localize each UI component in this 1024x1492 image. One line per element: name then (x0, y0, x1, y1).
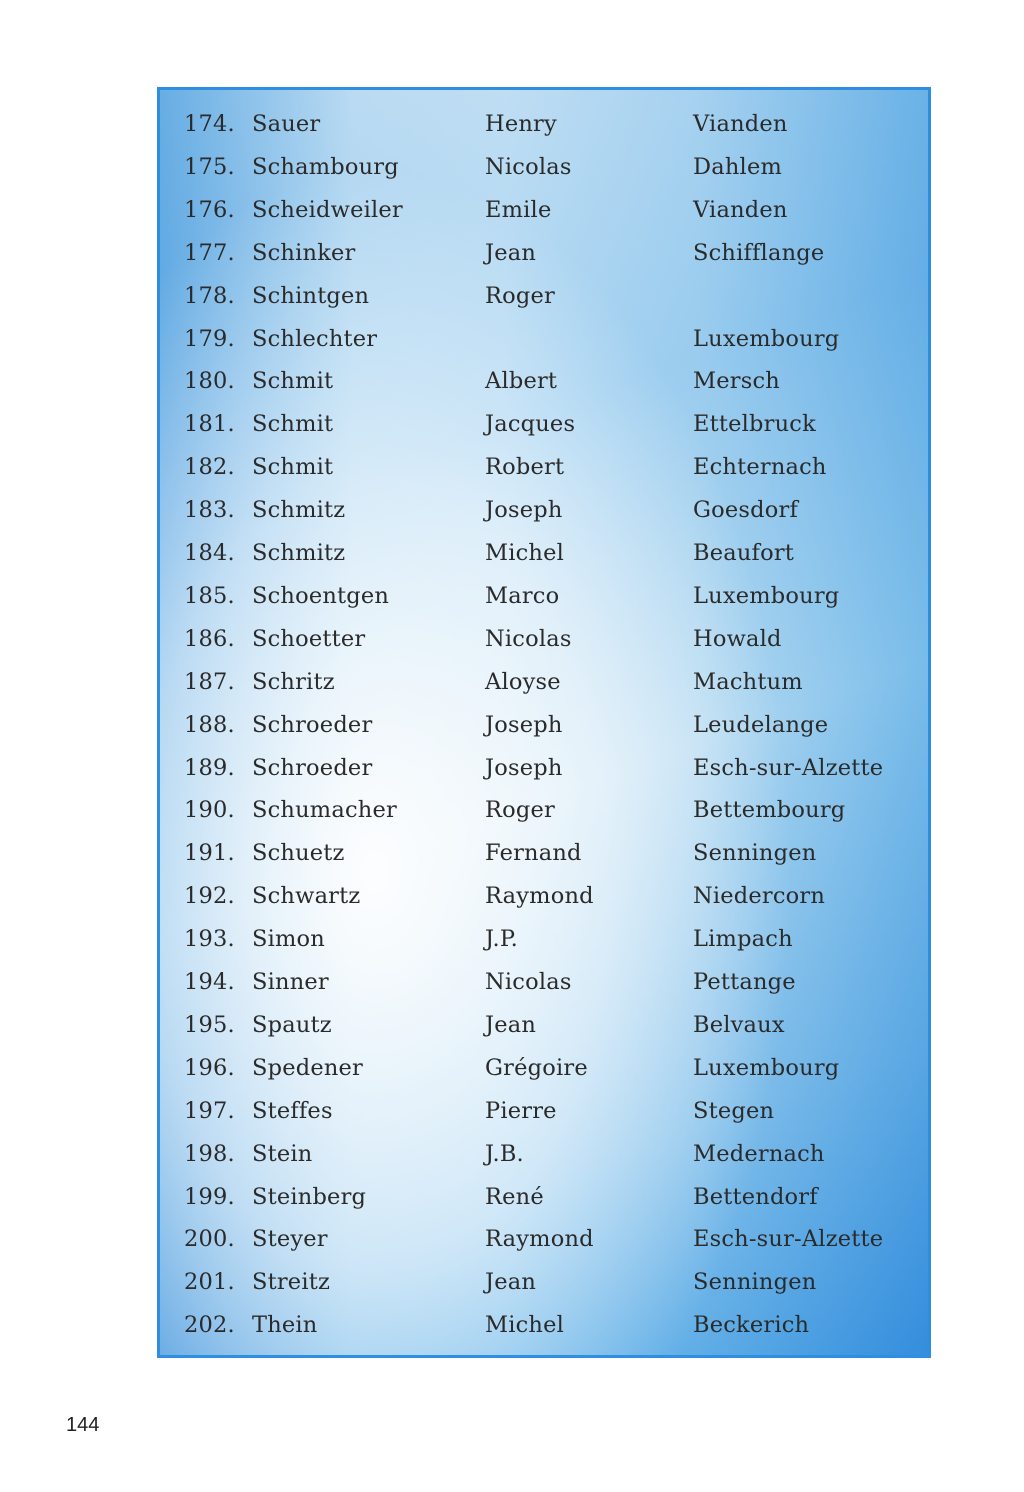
list-row (160, 489, 928, 532)
entry-number: 201. (184, 1269, 235, 1296)
list-row (160, 1047, 928, 1090)
last-name: Schoetter (252, 625, 366, 652)
last-name: Schmit (252, 454, 334, 481)
last-name: Schritz (252, 668, 335, 695)
entry-number: 179. (184, 325, 235, 352)
list-row (160, 146, 928, 189)
entry-number: 190. (184, 797, 235, 824)
entry-number: 183. (184, 497, 235, 524)
town-name: Machtum (693, 668, 803, 695)
list-row (160, 618, 928, 661)
entry-number: 202. (184, 1312, 235, 1339)
entry-number: 174. (184, 111, 235, 137)
first-name: Aloyse (485, 668, 561, 695)
list-row (160, 446, 928, 489)
first-name: Raymond (485, 883, 594, 910)
first-name: Emile (485, 196, 552, 223)
last-name: Schumacher (252, 797, 397, 824)
list-row (160, 832, 928, 875)
last-name: Scheidweiler (252, 196, 403, 223)
last-name: Schintgen (252, 282, 370, 309)
last-name: Steyer (252, 1226, 328, 1253)
town-name: Beaufort (693, 540, 795, 566)
town-name: Bettendorf (693, 1183, 818, 1210)
list-row (160, 918, 928, 961)
entry-number: 197. (184, 1097, 235, 1124)
entry-number: 198. (184, 1140, 235, 1167)
town-name: Dahlem (693, 153, 782, 180)
list-row (160, 1090, 928, 1133)
town-name: Medernach (693, 1140, 825, 1167)
last-name: Steinberg (252, 1183, 367, 1210)
list-row (160, 532, 928, 575)
town-name: Vianden (693, 111, 788, 137)
town-name: Vianden (693, 196, 788, 223)
last-name: Schuetz (252, 840, 345, 867)
last-name: Schlechter (252, 325, 378, 352)
first-name: J.B. (485, 1140, 524, 1167)
entry-number: 191. (184, 840, 235, 867)
entry-number: 178. (184, 282, 235, 309)
first-name: Joseph (485, 711, 563, 738)
first-name: Grégoire (485, 1054, 588, 1081)
town-name: Belvaux (693, 1011, 785, 1038)
last-name: Schambourg (252, 153, 399, 180)
entry-number: 177. (184, 239, 235, 266)
entry-number: 184. (184, 540, 235, 566)
last-name: Thein (252, 1312, 318, 1339)
town-name: Goesdorf (693, 497, 799, 524)
first-name: Jean (485, 1269, 537, 1296)
entry-number: 176. (184, 196, 235, 223)
entry-number: 193. (184, 926, 235, 953)
first-name: Nicolas (485, 625, 572, 652)
last-name: Sinner (252, 969, 329, 995)
entry-number: 186. (184, 625, 235, 652)
town-name: Senningen (693, 1269, 817, 1296)
last-name: Simon (252, 926, 325, 953)
list-row (160, 575, 928, 618)
last-name: Stein (252, 1140, 313, 1167)
list-row (160, 747, 928, 790)
entry-number: 195. (184, 1011, 235, 1038)
list-row (160, 318, 928, 361)
town-name: Bettembourg (693, 797, 846, 824)
list-row (160, 961, 928, 1004)
first-name: Jacques (485, 411, 576, 438)
town-name: Mersch (693, 368, 780, 395)
first-name: Roger (485, 282, 555, 309)
first-name: René (485, 1183, 544, 1210)
first-name: Roger (485, 797, 555, 824)
last-name: Spautz (252, 1011, 332, 1038)
last-name: Schmit (252, 368, 334, 395)
first-name: Albert (485, 368, 558, 395)
name-list-panel (157, 87, 931, 1358)
town-name: Echternach (693, 454, 827, 481)
town-name: Luxembourg (693, 582, 840, 609)
entry-number: 199. (184, 1183, 235, 1210)
list-row (160, 232, 928, 275)
town-name: Pettange (693, 969, 796, 995)
first-name: Raymond (485, 1226, 594, 1253)
first-name: Joseph (485, 497, 563, 524)
last-name: Schwartz (252, 883, 361, 910)
list-row (160, 1304, 928, 1347)
town-name: Howald (693, 625, 782, 652)
last-name: Sauer (252, 111, 321, 137)
first-name: Michel (485, 1312, 565, 1339)
town-name: Luxembourg (693, 1054, 840, 1081)
list-row (160, 661, 928, 704)
list-row (160, 103, 928, 146)
first-name: Pierre (485, 1097, 557, 1124)
list-row (160, 403, 928, 446)
first-name: Jean (485, 1011, 537, 1038)
town-name: Beckerich (693, 1312, 810, 1339)
page-number: 144 (66, 1414, 100, 1436)
entry-number: 180. (184, 368, 235, 395)
entry-number: 194. (184, 969, 235, 995)
list-row (160, 189, 928, 232)
list-row (160, 1176, 928, 1219)
town-name: Luxembourg (693, 325, 840, 352)
last-name: Schroeder (252, 711, 373, 738)
last-name: Schroeder (252, 754, 373, 781)
entry-number: 175. (184, 153, 235, 180)
last-name: Schmitz (252, 540, 346, 566)
first-name: Fernand (485, 840, 582, 867)
list-row (160, 275, 928, 318)
entry-number: 200. (184, 1226, 235, 1253)
last-name: Schoentgen (252, 582, 390, 609)
town-name: Schifflange (693, 239, 825, 266)
first-name: Joseph (485, 754, 563, 781)
list-row (160, 1133, 928, 1176)
first-name: Henry (485, 111, 557, 137)
town-name: Niedercorn (693, 883, 826, 910)
last-name: Schmit (252, 411, 334, 438)
entry-number: 189. (184, 754, 235, 781)
first-name: Jean (485, 239, 537, 266)
list-row (160, 1004, 928, 1047)
entry-number: 188. (184, 711, 235, 738)
list-row (160, 875, 928, 918)
town-name: Esch-sur-Alzette (693, 754, 884, 781)
last-name: Streitz (252, 1269, 331, 1296)
entry-number: 196. (184, 1054, 235, 1081)
list-row (160, 360, 928, 403)
first-name: Marco (485, 582, 560, 609)
last-name: Steffes (252, 1097, 333, 1124)
first-name: Nicolas (485, 153, 572, 180)
town-name: Leudelange (693, 711, 829, 738)
entry-number: 192. (184, 883, 235, 910)
list-row (160, 1261, 928, 1304)
first-name: J.P. (485, 926, 518, 953)
town-name: Senningen (693, 840, 817, 867)
entry-number: 187. (184, 668, 235, 695)
last-name: Schmitz (252, 497, 346, 524)
town-name: Stegen (693, 1097, 775, 1124)
town-name: Ettelbruck (693, 411, 816, 438)
town-name: Esch-sur-Alzette (693, 1226, 884, 1253)
last-name: Spedener (252, 1054, 364, 1081)
list-row (160, 1218, 928, 1261)
first-name: Robert (485, 454, 565, 481)
first-name: Michel (485, 540, 565, 566)
entry-number: 181. (184, 411, 235, 438)
entry-number: 185. (184, 582, 235, 609)
town-name: Limpach (693, 926, 793, 953)
last-name: Schinker (252, 239, 356, 266)
list-row (160, 789, 928, 832)
list-row (160, 704, 928, 747)
first-name: Nicolas (485, 969, 572, 995)
entry-number: 182. (184, 454, 235, 481)
